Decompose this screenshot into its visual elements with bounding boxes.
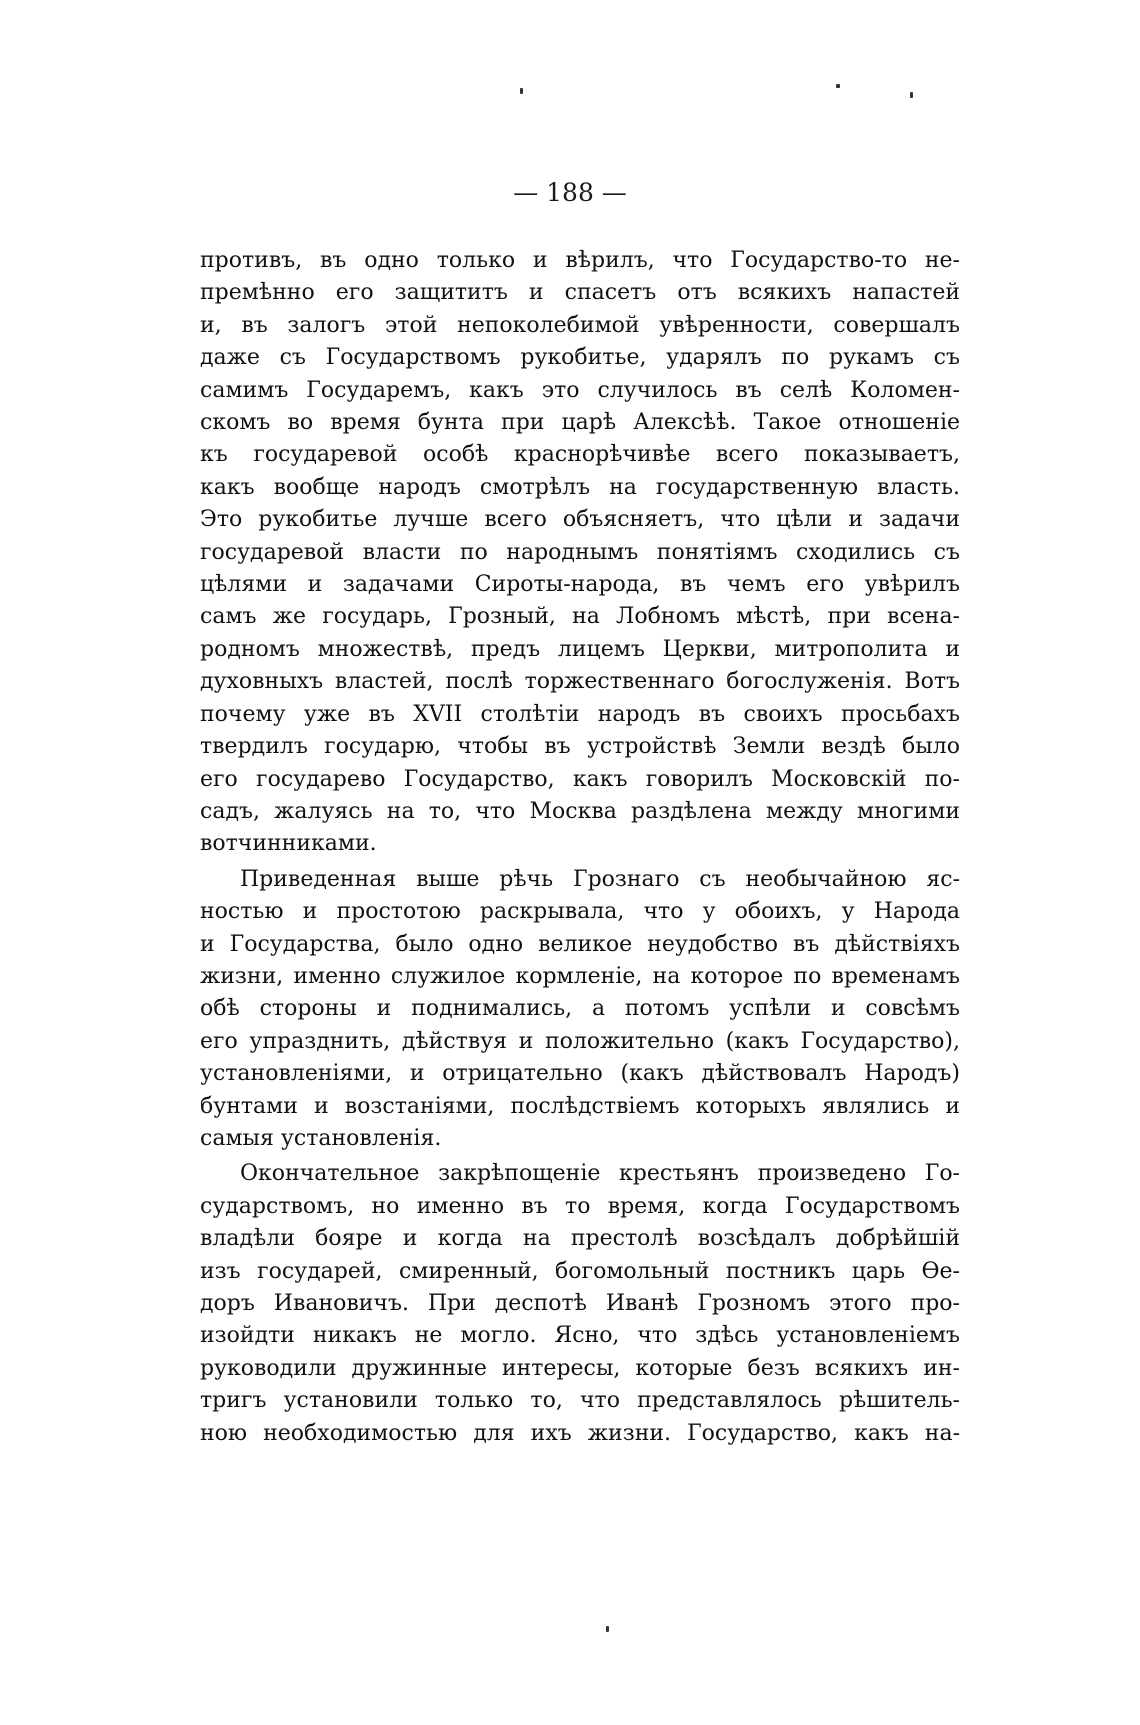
text-line: и, въ залогъ этой непоколебимой увѣренности, совершалъ	[200, 312, 960, 338]
text-line: владѣли бояре и когда на престолѣ возсѣдалъ добрѣйшій	[200, 1226, 960, 1252]
text-line: какъ вообще народъ смотрѣлъ на государственную власть.	[200, 474, 960, 500]
text-line: духовныхъ властей, послѣ торжественнаго богослуженія. Вотъ	[200, 669, 960, 695]
paragraph-2	[200, 864, 960, 1156]
text-line: Это рукобитье лучше всего объясняетъ, что цѣли и задачи	[200, 507, 960, 533]
text-line: родномъ множествѣ, предъ лицемъ Церкви, митрополита и	[200, 636, 960, 662]
text-line: обѣ стороны и поднимались, а потомъ успѣли и совсѣмъ	[200, 996, 960, 1022]
text-line: его упразднить, дѣйствуя и положительно (какъ Государство),	[200, 1028, 960, 1054]
text-line: тригъ установили только то, что представлялось рѣшитель-	[200, 1388, 960, 1414]
text-line: ною необходимостью для ихъ жизни. Государство, какъ на-	[200, 1420, 960, 1446]
paragraph-1	[200, 245, 960, 861]
text-line: твердилъ государю, чтобы въ устройствѣ Земли вездѣ было	[200, 734, 960, 760]
text-line: самимъ Государемъ, какъ это случилось въ селѣ Коломен-	[200, 377, 960, 403]
text-line: премѣнно его защититъ и спасетъ отъ всякихъ напастей	[200, 280, 960, 306]
text-line: цѣлями и задачами Сироты-народа, въ чемъ его увѣрилъ	[200, 572, 960, 598]
text-line: ностью и простотою раскрывала, что у обоихъ, у Народа	[200, 899, 960, 925]
text-line: его государево Государство, какъ говорилъ Московскій по-	[200, 766, 960, 792]
text-line: доръ Ивановичъ. При деспотѣ Иванѣ Грозномъ этого про-	[200, 1291, 960, 1316]
text-line: сударствомъ, но именно въ то время, когда Государствомъ	[200, 1193, 960, 1219]
text-line: противъ, въ одно только и вѣрилъ, что Государство-то не-	[200, 248, 960, 273]
paragraph-3	[200, 1158, 960, 1450]
ink-speck	[520, 88, 523, 94]
text-line: почему уже въ XVII столѣтіи народъ въ своихъ просьбахъ	[200, 701, 960, 727]
text-line: Окончательное закрѣпощеніе крестьянъ произведено Го-	[240, 1161, 960, 1187]
ink-speck	[836, 84, 840, 88]
text-line: изойдти никакъ не могло. Ясно, что здѣсь установленіемъ	[200, 1323, 960, 1349]
text-line: даже съ Государствомъ рукобитье, ударялъ по рукамъ съ	[200, 345, 960, 371]
text-line: къ государевой особѣ краснорѣчивѣе всего показываетъ,	[200, 442, 960, 468]
text-line: государевой власти по народнымъ понятіямъ сходились съ	[200, 539, 960, 565]
page-number: — 188 —	[513, 178, 627, 207]
text-line: вотчинниками.	[200, 831, 377, 857]
text-line: садъ, жалуясь на то, что Москва раздѣлена между многими	[200, 798, 960, 824]
text-line: и Государства, было одно великое неудобство въ дѣйствіяхъ	[200, 931, 960, 957]
text-line: бунтами и возстаніями, послѣдствіемъ которыхъ являлись и	[200, 1093, 960, 1119]
ink-speck	[910, 92, 913, 98]
text-line: жизни, именно служилое кормленіе, на которое по временамъ	[200, 963, 960, 989]
text-line: Приведенная выше рѣчь Грознаго съ необычайною яс-	[240, 866, 960, 892]
text-line: самъ же государь, Грозный, на Лобномъ мѣстѣ, при всена-	[200, 604, 960, 630]
text-line: изъ государей, смиренный, богомольный постникъ царь Ѳе-	[200, 1258, 960, 1284]
text-line: установленіями, и отрицательно (какъ дѣйствовалъ Народъ)	[200, 1061, 960, 1087]
text-line: скомъ во время бунта при царѣ Алексѣѣ. Такое отношеніе	[200, 410, 960, 436]
ink-speck	[606, 1626, 609, 1632]
body-text	[200, 245, 960, 1450]
text-line: самыя установленія.	[200, 1125, 442, 1151]
text-line: руководили дружинные интересы, которые безъ всякихъ ин-	[200, 1355, 960, 1381]
